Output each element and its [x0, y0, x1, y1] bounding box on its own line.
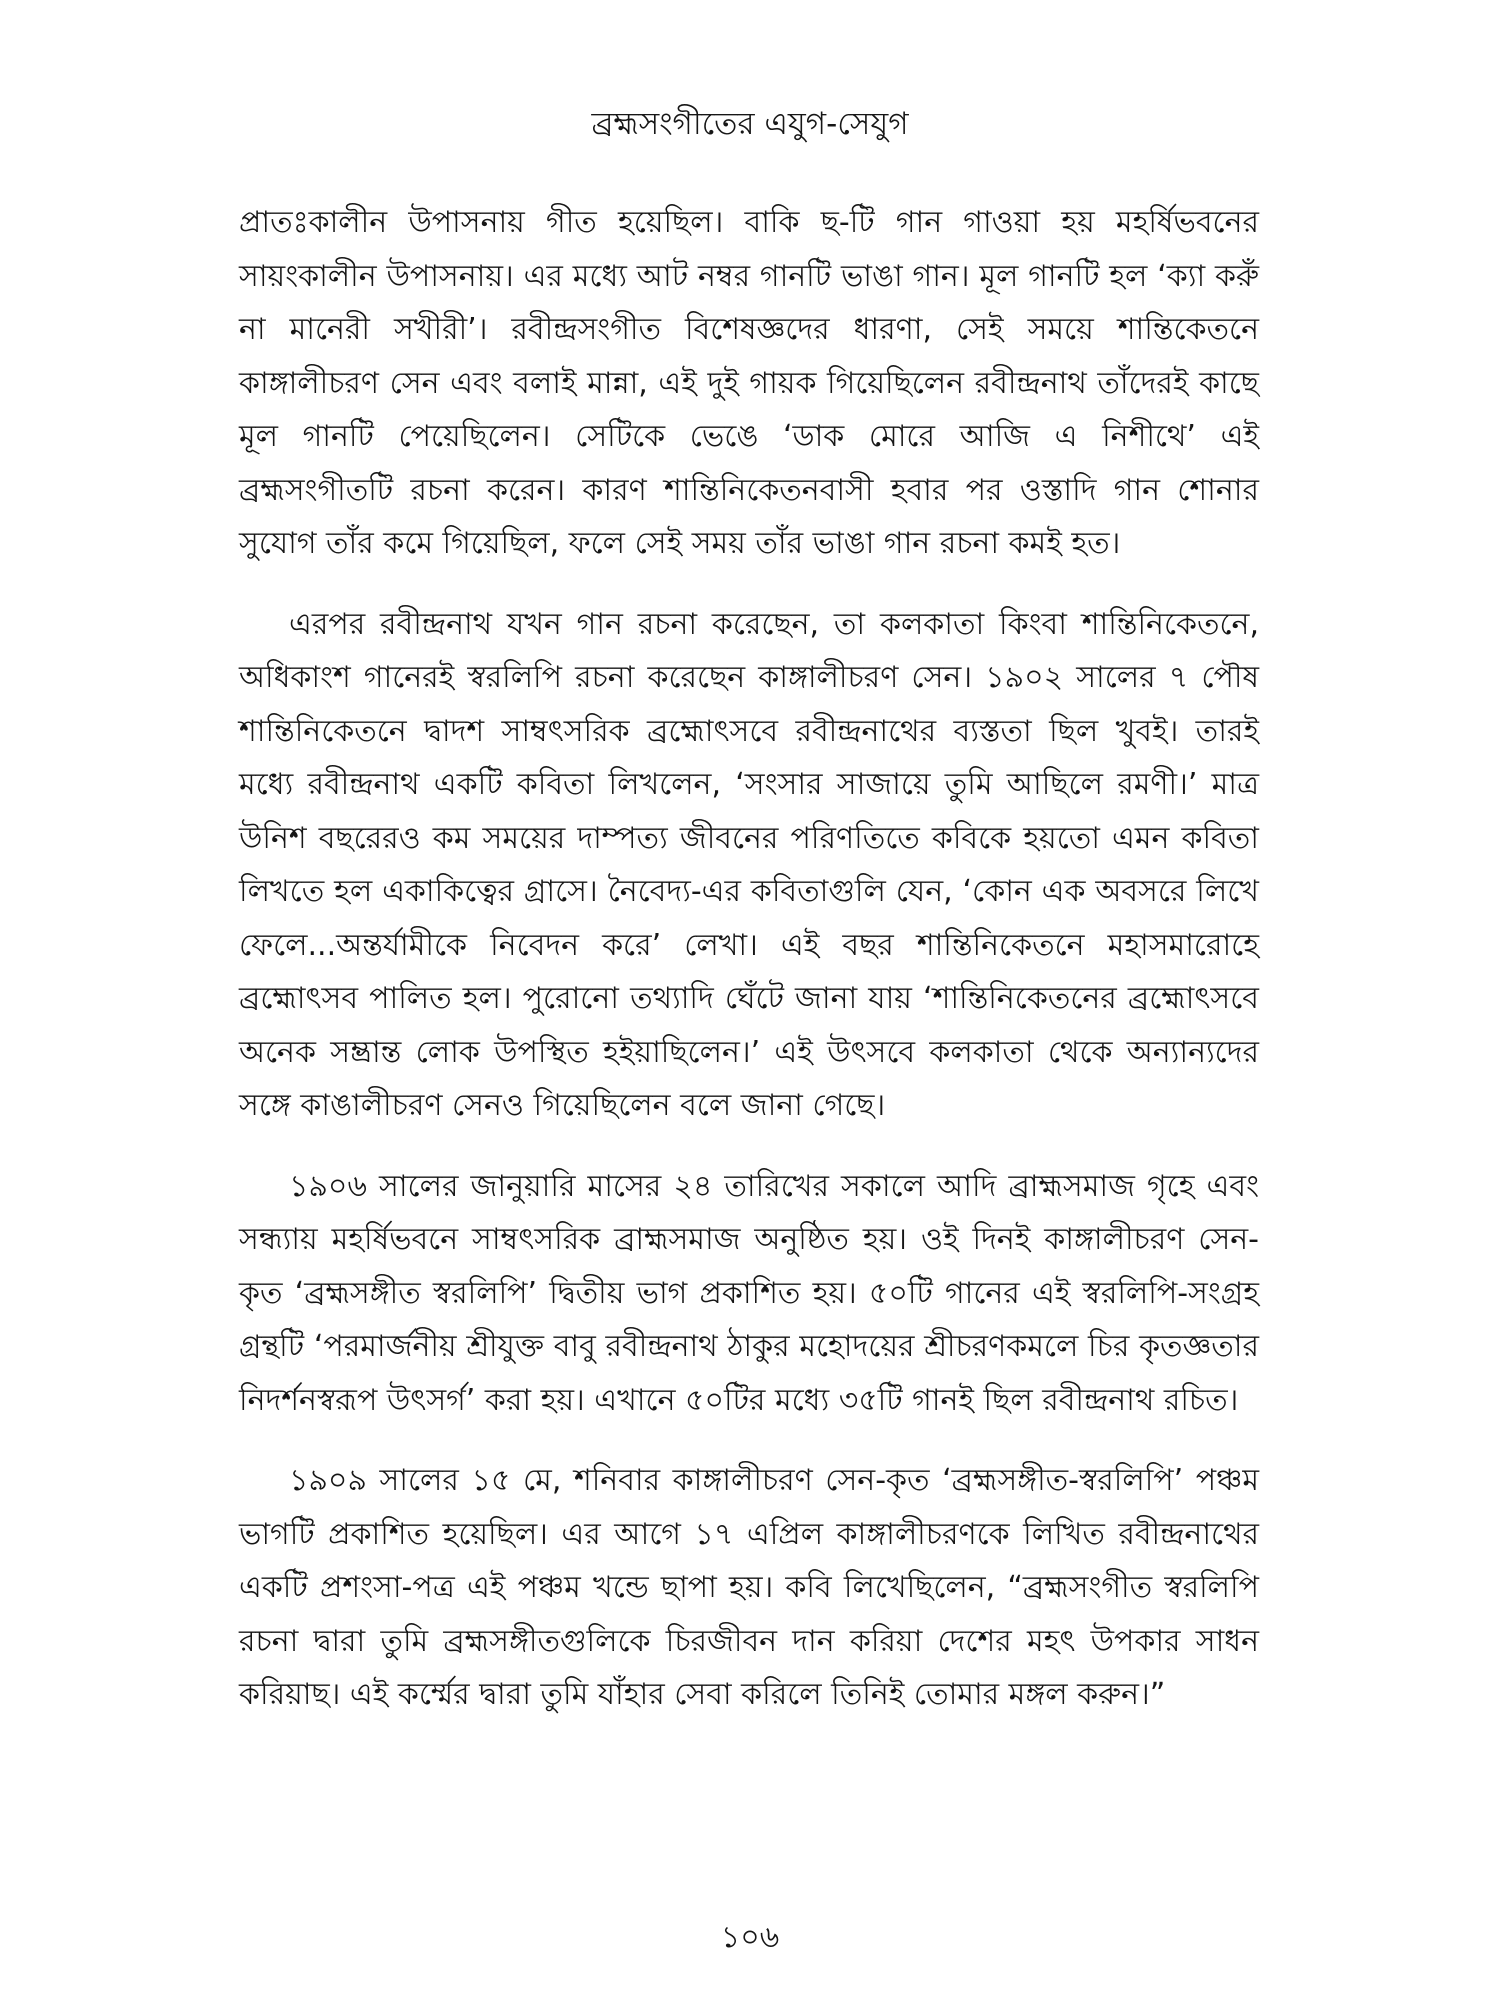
- paragraph-3: ১৯০৬ সালের জানুয়ারি মাসের ২৪ তারিখের সকালে আদি ব্রাহ্মসমাজ গৃহে এবং সন্ধ্যায় মহর্ষিভবনে সাম্বৎসরিক ব্রাহ্মসমাজ অনুষ্ঠিত হয়। ওই দিনই কাঙ্গালীচরণ সেন-কৃত ‘ব্রহ্মসঙ্গীত স্বরলিপি’ দ্বিতীয় ভাগ প্রকাশিত হয়। ৫০টি গানের এই স্বরলিপি-সংগ্রহ গ্রন্থটি ‘পরমার্জনীয় শ্রীযুক্ত বাবু রবীন্দ্রনাথ ঠাকুর মহোদয়ের শ্রীচরণকমলে চির কৃতজ্ঞতার নিদর্শনস্বরূপ উৎসর্গ’ করা হয়। এখানে ৫০টির মধ্যে ৩৫টি গানই ছিল রবীন্দ্রনাথ রচিত।: [239, 1168, 1259, 1418]
- paragraph-1: প্রাতঃকালীন উপাসনায় গীত হয়েছিল। বাকি ছ-টি গান গাওয়া হয় মহর্ষিভবনের সায়ংকালীন উপাসনায়। এর মধ্যে আট নম্বর গানটি ভাঙা গান। মূল গানটি হল ‘ক্যা করুঁ না মানেরী সখীরী’। রবীন্দ্রসংগীত বিশেষজ্ঞদের ধারণা, সেই সময়ে শান্তিকেতনে কাঙ্গালীচরণ সেন এবং বলাই মান্না, এই দুই গায়ক গিয়েছিলেন রবীন্দ্রনাথ তাঁদেরই কাছে মূল গানটি পেয়েছিলেন। সেটিকে ভেঙে ‘ডাক মোরে আজি এ নিশীথে’ এই ব্রহ্মসংগীতটি রচনা করেন। কারণ শান্তিনিকেতনবাসী হবার পর ওস্তাদি গান শোনার সুযোগ তাঁর কমে গিয়েছিল, ফলে সেই সময় তাঁর ভাঙা গান রচনা কমই হত।: [239, 205, 1259, 561]
- running-head: ব্রহ্মসংগীতের এযুগ-সেযুগ: [591, 106, 909, 142]
- body-text: [239, 196, 1259, 1749]
- paragraph-2: এরপর রবীন্দ্রনাথ যখন গান রচনা করেছেন, তা কলকাতা কিংবা শান্তিনিকেতনে, অধিকাংশ গানেরই স্বরলিপি রচনা করেছেন কাঙ্গালীচরণ সেন। ১৯০২ সালের ৭ পৌষ শান্তিনিকেতনে দ্বাদশ সাম্বৎসরিক ব্রহ্মোৎসবে রবীন্দ্রনাথের ব্যস্ততা ছিল খুবই। তারই মধ্যে রবীন্দ্রনাথ একটি কবিতা লিখলেন, ‘সংসার সাজায়ে তুমি আছিলে রমণী।’ মাত্র উনিশ বছরেরও কম সময়ের দাম্পত্য জীবনের পরিণতিতে কবিকে হয়তো এমন কবিতা লিখতে হল একাকিত্বের গ্রাসে। নৈবেদ্য-এর কবিতাগুলি যেন, ‘কোন এক অবসরে লিখে ফেলে...অন্তর্যামীকে নিবেদন করে’ লেখা। এই বছর শান্তিনিকেতনে মহাসমারোহে ব্রহ্মোৎসব পালিত হল। পুরোনো তথ্যাদি ঘেঁটে জানা যায় ‘শান্তিনিকেতনের ব্রহ্মোৎসবে অনেক সম্ভ্রান্ত লোক উপস্থিত হইয়াছিলেন।’ এই উৎসবে কলকাতা থেকে অন্যান্যদের সঙ্গে কাঙালীচরণ সেনও গিয়েছিলেন বলে জানা গেছে।: [239, 606, 1259, 1123]
- page-number: ১০৬: [720, 1920, 780, 1955]
- paragraph-4: ১৯০৯ সালের ১৫ মে, শনিবার কাঙ্গালীচরণ সেন-কৃত ‘ব্রহ্মসঙ্গীত-স্বরলিপি’ পঞ্চম ভাগটি প্রকাশিত হয়েছিল। এর আগে ১৭ এপ্রিল কাঙ্গালীচরণকে লিখিত রবীন্দ্রনাথের একটি প্রশংসা-পত্র এই পঞ্চম খন্ডে ছাপা হয়। কবি লিখেছিলেন, “ব্রহ্মসংগীত স্বরলিপি রচনা দ্বারা তুমি ব্রহ্মসঙ্গীতগুলিকে চিরজীবন দান করিয়া দেশের মহৎ উপকার সাধন করিয়াছ। এই কর্ম্মের দ্বারা তুমি যাঁহার সেবা করিলে তিনিই তোমার মঙ্গল করুন।”: [239, 1463, 1259, 1712]
